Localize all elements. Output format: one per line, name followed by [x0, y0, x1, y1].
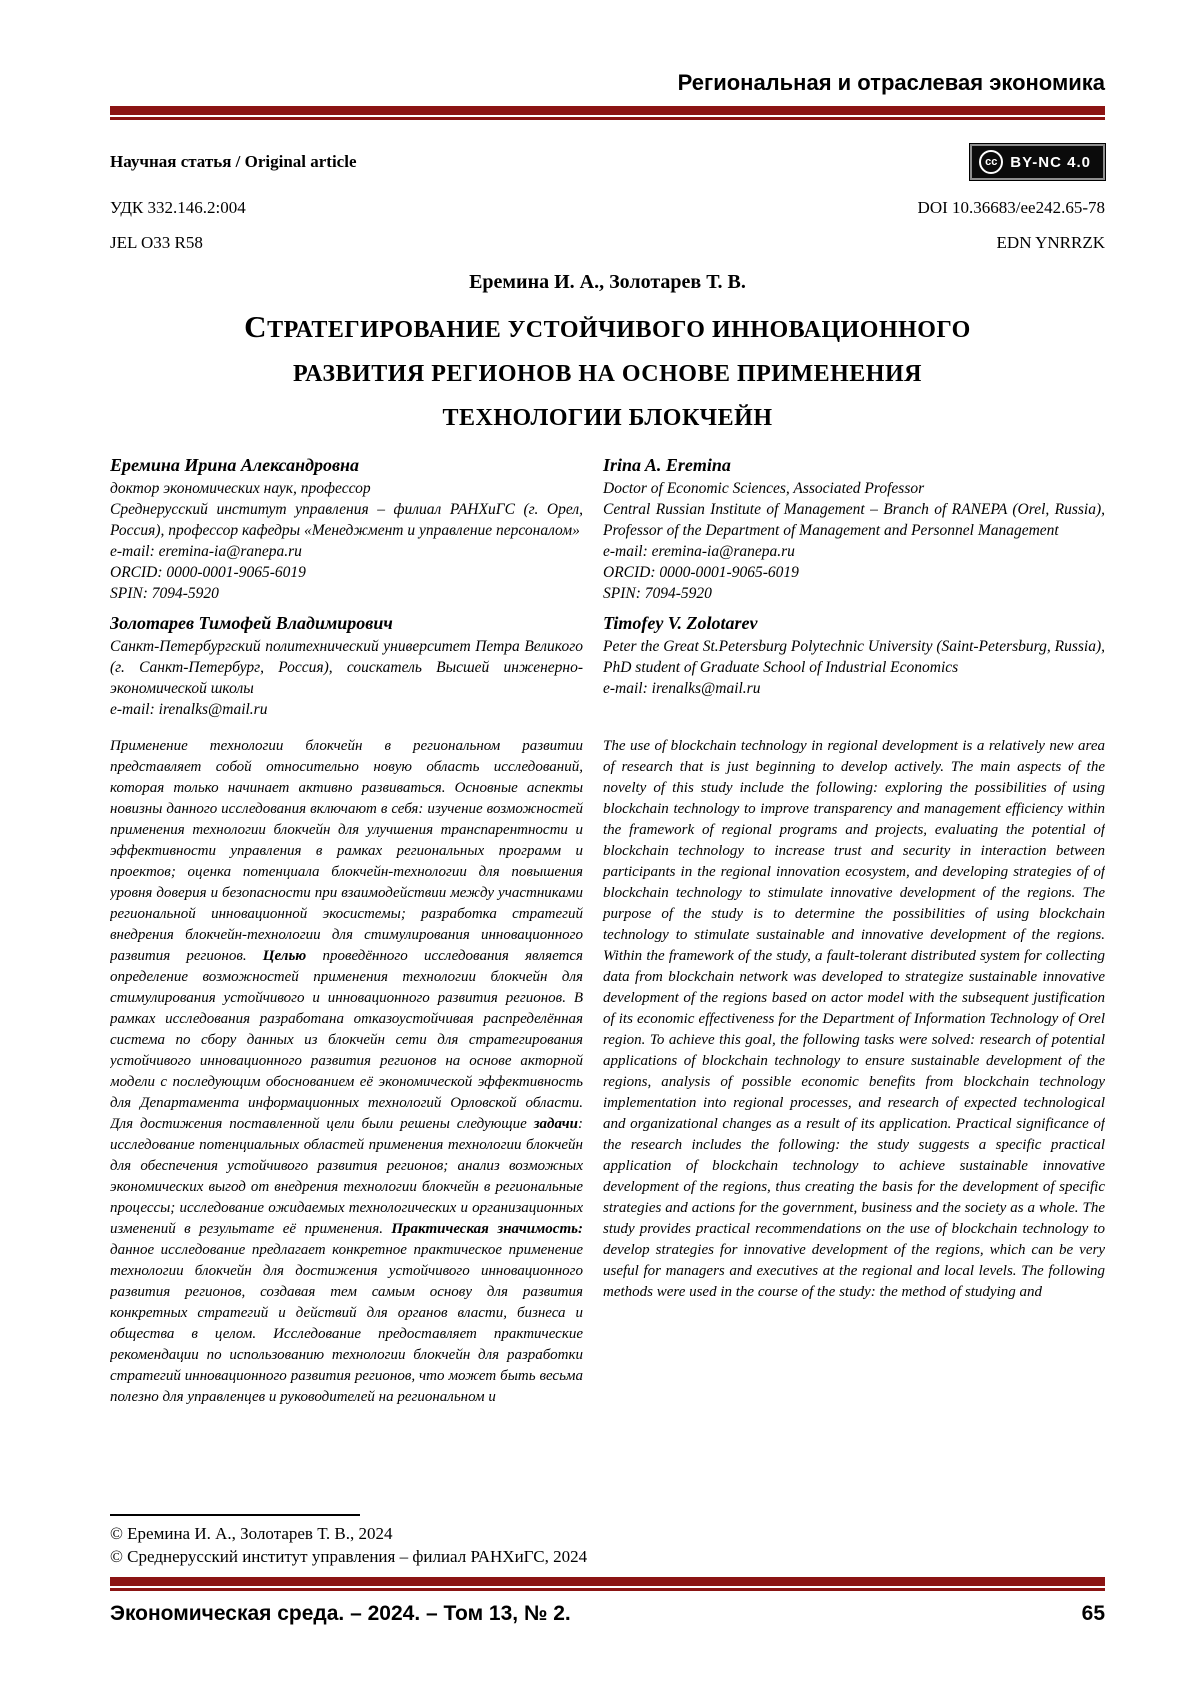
author2-name-ru: Золотарев Тимофей Владимирович — [110, 613, 393, 633]
footer-rule-thick — [110, 1577, 1105, 1586]
author1-affiliation-ru: Среднерусский институт управления – филиал РАНХиГС (г. Орел, Россия), профессор кафедры «Менеджмент и управление персоналом» — [110, 501, 583, 539]
author1-email-en: e-mail: eremina-ia@ranepa.ru — [603, 543, 795, 560]
journal-issue-line: Экономическая среда. – 2024. – Том 13, № 2. — [110, 1602, 571, 1625]
copyright-authors: © Еремина И. А., Золотарев Т. В., 2024 — [110, 1524, 393, 1543]
author1-orcid-ru: ORCID: 0000-0001-9065-6019 — [110, 564, 306, 581]
author1-name-en: Irina A. Eremina — [603, 455, 731, 475]
cc-by-nc-license-badge — [970, 144, 1105, 180]
page-number: 65 — [1081, 1602, 1105, 1625]
article-title-line2: РАЗВИТИЯ РЕГИОНОВ НА ОСНОВЕ ПРИМЕНЕНИЯ — [293, 361, 922, 387]
author1-spin-en: SPIN: 7094-5920 — [603, 585, 712, 602]
abstract-english: The use of blockchain technology in regional development is a relatively new area of research that is just beginning to develop actively. The main aspects of the novelty of this study include the following: exploring the possibilities of using blockchain technology to improve transparency and management efficiency within the framework of regional programs and projects, evaluating the potential of blockchain technology to increase trust and security in interaction between participants in the regional innovation ecosystem, and developing strategies of of blockchain technology to stimulate innovative development of the regions. The purpose of the study is to determine the possibilities of using blockchain technology to stimulate sustainable and innovative development of the regions. Within the framework of the study, a fault-tolerant distributed system for collecting data from blockchain network was developed to strategize sustainable innovative development of the regions based on actor model with the subsequent justification of its economic effectiveness for the Department of Information Technology of Orel region. To achieve this goal, the following tasks were solved: research of potential applications of blockchain technology to ensure sustainable development of the regions, analysis of possible economic benefits from blockchain technology implementation into regional processes, and research of expected technological and organizational changes as a result of its application. Practical significance of the research includes the following: the study suggests a specific practical application of blockchain technology to achieve sustainable innovative development of the regions, thus creating the basis for the development of specific strategies and actions for the government, business and the society as a whole. The study provides practical recommendations on the use of blockchain technology to develop strategies for innovative development of the regions, which can be very useful for managers and executives at the regional and local levels. The following methods were used in the course of the study: the method of studying and — [603, 738, 1105, 1300]
meta-row-jel-edn — [110, 233, 1105, 253]
article-title-line3: ТЕХНОЛОГИИ БЛОКЧЕЙН — [442, 405, 773, 431]
article-title-line1: СТРАТЕГИРОВАНИЕ УСТОЙЧИВОГО ИННОВАЦИОННОГО — [244, 309, 971, 344]
two-column-body — [110, 454, 1105, 1408]
author1-info-ru — [110, 454, 583, 604]
header-rule — [110, 106, 1105, 120]
author2-affiliation-ru: Санкт-Петербургский политехнический университет Петра Великого (г. Санкт-Петербург, Россия), соискатель Высшей инженерно-экономической школы — [110, 638, 583, 697]
cc-icon: cc — [979, 150, 1003, 174]
article-type-label: Научная статья / Original article — [110, 152, 357, 171]
footnote-separator-rule — [110, 1514, 360, 1516]
author1-spin-ru: SPIN: 7094-5920 — [110, 585, 219, 602]
header-rule-thin — [110, 117, 1105, 120]
author1-info-en — [603, 454, 1105, 604]
author1-degree-en: Doctor of Economic Sciences, Associated Professor — [603, 480, 925, 497]
author1-email-ru: e-mail: eremina-ia@ranepa.ru — [110, 543, 302, 560]
author2-email-ru: e-mail: irenalks@mail.ru — [110, 701, 268, 718]
author1-degree-ru: доктор экономических наук, профессор — [110, 480, 371, 497]
author2-name-en: Timofey V. Zolotarev — [603, 613, 758, 633]
header-rule-thick — [110, 106, 1105, 115]
copyright-institute: © Среднерусский институт управления – филиал РАНХиГС, 2024 — [110, 1547, 588, 1566]
abstract-russian: Применение технологии блокчейн в региональном развитии представляет собой относительно новую область исследований, которая только начинает активно развиваться. Основные аспекты новизны данного исследования включают в себя: изучение возможностей применения технологии блокчейн для улучшения транспарентности и эффективности управления в рамках региональных программ и проектов; оценка потенциала блокчейн-технологии для повышения уровня доверия и безопасности при взаимодействии между участниками региональной инновационной экосистемы; разработка стратегий внедрения блокчейн-технологии для стимулирования инновационного развития регионов. Целью проведённого исследования является определение возможностей применения технологии блокчейн для стимулирования устойчивого и инновационного развития регионов. В рамках исследования разработана отказоустойчивая распределённая система по сбору данных из блокчейн сети для стратегирования устойчивого инновационного развития регионов на основе акторной модели с последующим обоснованием её экономической эффективность для Департамента информационных технологий Орловской области. Для достижения поставленной цели были решены следующие задачи: исследование потенциальных областей применения технологии блокчейн для обеспечения устойчивого развития регионов; анализ возможных экономических выгод от внедрения технологии блокчейн в региональные процессы; исследование ожидаемых технологических и организационных изменений в результате её применения. Практическая значимость: данное исследование предлагает конкретное практическое применение технологии блокчейн для достижения устойчивого инновационного развития регионов, создавая тем самым основу для развития конкретных стратегий и действий для органов власти, бизнеса и общества в целом. Исследование предоставляет практические рекомендации по использованию технологии блокчейн для разработки стратегий инновационного развития регионов, что может быть весьма полезно для управленцев и руководителей на региональном и — [110, 738, 583, 1405]
author2-info-en — [603, 612, 1105, 720]
author1-name-ru: Еремина Ирина Александровна — [110, 455, 360, 475]
footer-rule-thin — [110, 1588, 1105, 1591]
author2-info-ru — [110, 612, 583, 720]
author2-email-en: e-mail: irenalks@mail.ru — [603, 680, 761, 697]
udk-code: УДК 332.146.2:004 — [110, 198, 246, 217]
jel-code: JEL O33 R58 — [110, 233, 203, 252]
page-footer-area — [110, 1514, 1105, 1626]
footer-rule — [110, 1577, 1105, 1591]
author2-affiliation-en: Peter the Great St.Petersburg Polytechnic University (Saint-Petersburg, Russia), PhD student of Graduate School of Industrial Economics — [603, 638, 1105, 676]
journal-footer-row — [110, 1602, 1105, 1626]
meta-row-article-type — [110, 144, 1105, 180]
article-title — [110, 305, 1105, 440]
edn-code: EDN YNRRZK — [996, 233, 1105, 252]
cc-license-label: BY-NC 4.0 — [1010, 153, 1091, 171]
author1-orcid-en: ORCID: 0000-0001-9065-6019 — [603, 564, 799, 581]
authors-byline: Еремина И. А., Золотарев Т. В. — [469, 271, 746, 293]
author1-affiliation-en: Central Russian Institute of Management – Branch of RANEPA (Orel, Russia), Professor of the Department of Management and Personnel Management — [603, 501, 1105, 539]
running-head: Региональная и отраслевая экономика — [677, 70, 1105, 95]
page-content — [110, 0, 1105, 1408]
doi-code: DOI 10.36683/ee242.65-78 — [917, 198, 1105, 217]
meta-row-udk-doi — [110, 198, 1105, 218]
